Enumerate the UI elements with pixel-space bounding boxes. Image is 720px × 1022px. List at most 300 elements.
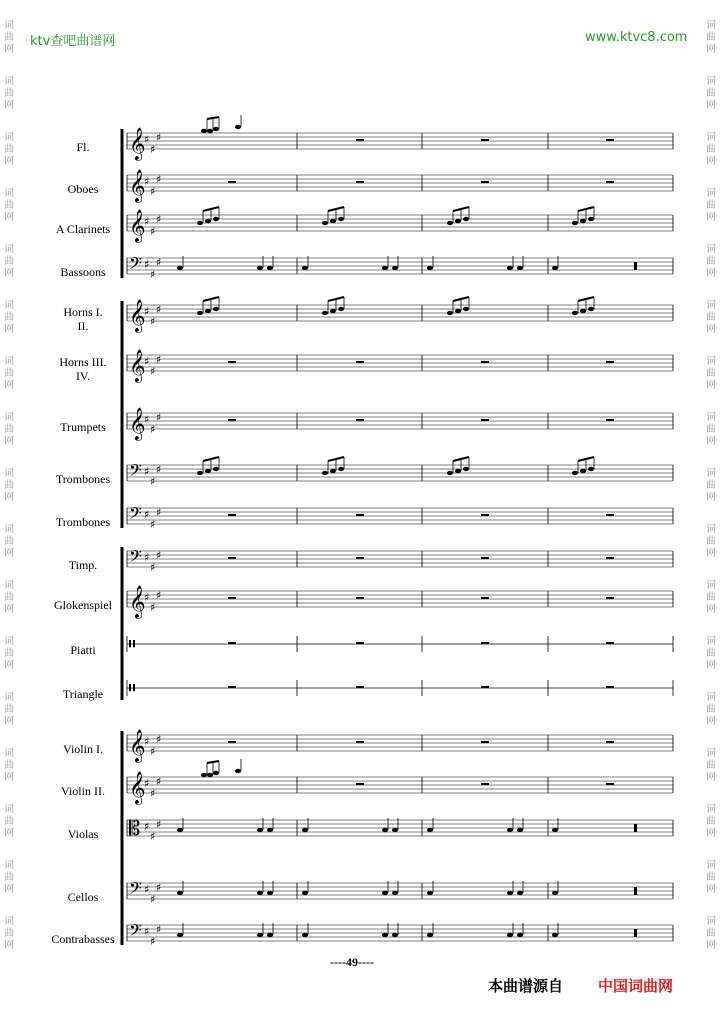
whole-rest bbox=[356, 181, 364, 183]
side-watermark-glyph: 网 bbox=[706, 604, 716, 615]
side-watermark-glyph: 词 bbox=[706, 580, 716, 591]
inner-voice-note bbox=[338, 307, 344, 311]
side-watermark-glyph: 词 bbox=[4, 804, 14, 815]
sharp-accidental: ♯ bbox=[150, 893, 156, 906]
inner-voice-note bbox=[588, 217, 594, 221]
melody-note bbox=[201, 773, 207, 777]
inner-voice-note bbox=[580, 219, 586, 223]
quarter-rest bbox=[634, 824, 637, 832]
clef-symbol: 𝄥 bbox=[129, 632, 135, 656]
clef-symbol: 𝄢 bbox=[129, 503, 142, 527]
whole-rest bbox=[228, 597, 236, 599]
side-watermark-glyph: 网 bbox=[706, 436, 716, 447]
sharp-accidental: ♯ bbox=[150, 561, 156, 574]
clef-symbol: 𝄞 bbox=[129, 169, 146, 202]
sharp-accidental: ♯ bbox=[144, 591, 150, 604]
sharp-accidental: ♯ bbox=[150, 787, 156, 800]
bass-note bbox=[552, 933, 558, 937]
side-watermark-glyph: 曲 bbox=[4, 200, 14, 211]
side-watermark-glyph: 曲 bbox=[4, 480, 14, 491]
side-watermark-glyph: 词 bbox=[4, 524, 14, 535]
inner-voice-note bbox=[197, 221, 203, 225]
side-watermark-glyph: 曲 bbox=[706, 32, 716, 43]
sharp-accidental: ♯ bbox=[156, 256, 162, 269]
quarter-rest bbox=[634, 887, 637, 895]
bass-note bbox=[177, 266, 183, 270]
side-watermark-glyph: 网 bbox=[4, 380, 14, 391]
whole-rest bbox=[228, 181, 236, 183]
instrument-label: Piatti bbox=[70, 643, 96, 657]
inner-voice-note bbox=[205, 219, 211, 223]
inner-voice-note bbox=[455, 309, 461, 313]
bass-note bbox=[427, 266, 433, 270]
bass-note bbox=[267, 828, 273, 832]
sharp-accidental: ♯ bbox=[156, 549, 162, 562]
sharp-accidental: ♯ bbox=[144, 355, 150, 368]
inner-voice-note bbox=[447, 311, 453, 315]
bass-note bbox=[177, 828, 183, 832]
inner-voice-note bbox=[322, 471, 328, 475]
side-watermark-glyph: 网 bbox=[4, 100, 14, 111]
side-watermark-glyph: 曲 bbox=[4, 592, 14, 603]
melody-note bbox=[207, 129, 213, 133]
whole-rest bbox=[356, 642, 364, 644]
sharp-accidental: ♯ bbox=[144, 777, 150, 790]
sharp-accidental: ♯ bbox=[156, 589, 162, 602]
side-watermark-glyph: 词 bbox=[4, 580, 14, 591]
inner-voice-note bbox=[447, 221, 453, 225]
instrument-label: Triangle bbox=[62, 687, 104, 701]
clef-symbol: 𝄢 bbox=[129, 253, 142, 277]
instrument-label: Horns I. II. bbox=[63, 305, 103, 333]
sharp-accidental: ♯ bbox=[150, 315, 156, 328]
side-watermark-glyph: 网 bbox=[4, 660, 14, 671]
instrument-label: A Clarinets bbox=[55, 222, 111, 236]
sharp-accidental: ♯ bbox=[156, 775, 162, 788]
side-watermark-glyph: 词 bbox=[4, 916, 14, 927]
whole-rest bbox=[606, 419, 614, 421]
sharp-accidental: ♯ bbox=[150, 518, 156, 531]
whole-rest bbox=[356, 686, 364, 688]
whole-rest bbox=[356, 597, 364, 599]
inner-voice-note bbox=[455, 469, 461, 473]
whole-rest bbox=[481, 361, 489, 363]
side-watermark-glyph: 曲 bbox=[4, 32, 14, 43]
whole-rest bbox=[481, 686, 489, 688]
melody-note bbox=[235, 125, 241, 129]
side-watermark-glyph: 词 bbox=[706, 20, 716, 31]
side-watermark-glyph: 词 bbox=[706, 692, 716, 703]
inner-voice-note bbox=[463, 217, 469, 221]
instrument-label: Violin II. bbox=[61, 784, 105, 798]
side-watermark-glyph: 词 bbox=[706, 804, 716, 815]
side-watermark-glyph: 曲 bbox=[706, 760, 716, 771]
melody-note bbox=[201, 129, 207, 133]
footer-site-name: 中国词曲网 bbox=[598, 977, 674, 995]
side-watermark-glyph: 网 bbox=[706, 772, 716, 783]
bass-note bbox=[382, 266, 388, 270]
bass-note bbox=[257, 933, 263, 937]
side-watermark-glyph: 曲 bbox=[706, 872, 716, 883]
sharp-accidental: ♯ bbox=[150, 143, 156, 156]
side-watermark-glyph: 网 bbox=[4, 324, 14, 335]
inner-voice-note bbox=[588, 467, 594, 471]
side-watermark-glyph: 网 bbox=[4, 884, 14, 895]
instrument-label: Horns III. IV. bbox=[59, 355, 107, 383]
sharp-accidental: ♯ bbox=[144, 305, 150, 318]
note-beam bbox=[207, 117, 219, 119]
sharp-accidental: ♯ bbox=[150, 225, 156, 238]
side-watermark-glyph: 网 bbox=[4, 44, 14, 55]
clef-symbol: 𝄞 bbox=[129, 299, 146, 332]
sharp-accidental: ♯ bbox=[150, 365, 156, 378]
whole-rest bbox=[228, 557, 236, 559]
sharp-accidental: ♯ bbox=[150, 935, 156, 948]
melody-note bbox=[213, 771, 219, 775]
bass-note bbox=[552, 828, 558, 832]
side-watermark-glyph: 词 bbox=[706, 300, 716, 311]
bass-note bbox=[267, 933, 273, 937]
side-watermark-glyph: 网 bbox=[4, 492, 14, 503]
side-watermark-glyph: 词 bbox=[706, 524, 716, 535]
sharp-accidental: ♯ bbox=[144, 735, 150, 748]
inner-voice-note bbox=[205, 309, 211, 313]
side-watermark-glyph: 曲 bbox=[4, 648, 14, 659]
sharp-accidental: ♯ bbox=[156, 923, 162, 936]
instrument-label: Violin I. bbox=[63, 742, 103, 756]
side-watermark-glyph: 曲 bbox=[706, 592, 716, 603]
inner-voice-note bbox=[330, 309, 336, 313]
inner-voice-note bbox=[580, 469, 586, 473]
header-site-url: www.ktvc8.com bbox=[585, 30, 688, 45]
whole-rest bbox=[356, 139, 364, 141]
whole-rest bbox=[356, 557, 364, 559]
side-watermark-glyph: 词 bbox=[4, 356, 14, 367]
sharp-accidental: ♯ bbox=[156, 131, 162, 144]
bass-note bbox=[382, 828, 388, 832]
sharp-accidental: ♯ bbox=[150, 475, 156, 488]
inner-voice-note bbox=[580, 309, 586, 313]
side-watermark-glyph: 词 bbox=[706, 132, 716, 143]
inner-voice-note bbox=[322, 221, 328, 225]
bass-note bbox=[507, 266, 513, 270]
side-watermark-glyph: 网 bbox=[706, 156, 716, 167]
bass-note bbox=[517, 933, 523, 937]
side-watermark-glyph: 词 bbox=[706, 860, 716, 871]
quarter-rest bbox=[634, 262, 637, 270]
side-watermark-glyph: 曲 bbox=[4, 928, 14, 939]
bass-note bbox=[427, 891, 433, 895]
instrument-label: Fl. bbox=[76, 140, 90, 154]
whole-rest bbox=[481, 642, 489, 644]
bass-note bbox=[257, 891, 263, 895]
whole-rest bbox=[606, 642, 614, 644]
side-watermark-glyph: 网 bbox=[706, 492, 716, 503]
side-watermark-glyph: 词 bbox=[4, 132, 14, 143]
whole-rest bbox=[356, 361, 364, 363]
clef-symbol: 𝄥 bbox=[129, 676, 135, 700]
footer-source-label: 本曲谱源自 bbox=[488, 977, 564, 995]
side-watermark-glyph: 词 bbox=[706, 244, 716, 255]
clef-symbol: 𝄢 bbox=[129, 460, 142, 484]
whole-rest bbox=[481, 514, 489, 516]
side-watermark-glyph: 词 bbox=[4, 412, 14, 423]
side-watermark-glyph: 网 bbox=[706, 660, 716, 671]
side-watermark-glyph: 网 bbox=[706, 828, 716, 839]
clef-symbol: 𝄞 bbox=[129, 349, 146, 382]
inner-voice-note bbox=[330, 469, 336, 473]
bass-note bbox=[257, 266, 263, 270]
whole-rest bbox=[228, 514, 236, 516]
bass-note bbox=[427, 933, 433, 937]
bass-note bbox=[302, 891, 308, 895]
clef-symbol: 𝄞 bbox=[129, 585, 146, 618]
whole-rest bbox=[606, 783, 614, 785]
sharp-accidental: ♯ bbox=[150, 745, 156, 758]
inner-voice-note bbox=[463, 467, 469, 471]
inner-voice-note bbox=[330, 219, 336, 223]
bass-note bbox=[392, 266, 398, 270]
side-watermark-glyph: 网 bbox=[4, 548, 14, 559]
sharp-accidental: ♯ bbox=[144, 215, 150, 228]
side-watermark-glyph: 曲 bbox=[4, 816, 14, 827]
whole-rest bbox=[606, 597, 614, 599]
side-watermark-glyph: 词 bbox=[706, 468, 716, 479]
side-watermark-glyph: 曲 bbox=[706, 200, 716, 211]
sharp-accidental: ♯ bbox=[150, 423, 156, 436]
instrument-label: Violas bbox=[67, 827, 99, 841]
whole-rest bbox=[606, 741, 614, 743]
sharp-accidental: ♯ bbox=[144, 258, 150, 271]
side-watermark-glyph: 曲 bbox=[706, 480, 716, 491]
inner-voice-note bbox=[205, 469, 211, 473]
sharp-accidental: ♯ bbox=[144, 465, 150, 478]
side-watermark-glyph: 词 bbox=[706, 636, 716, 647]
inner-voice-note bbox=[213, 307, 219, 311]
bass-note bbox=[507, 933, 513, 937]
side-watermark-glyph: 曲 bbox=[4, 704, 14, 715]
sharp-accidental: ♯ bbox=[156, 213, 162, 226]
clef-symbol: 𝄡 bbox=[129, 816, 141, 840]
inner-voice-note bbox=[213, 467, 219, 471]
side-watermark-glyph: 曲 bbox=[706, 256, 716, 267]
inner-voice-note bbox=[455, 219, 461, 223]
side-watermark-glyph: 曲 bbox=[706, 424, 716, 435]
sharp-accidental: ♯ bbox=[150, 601, 156, 614]
side-watermark-glyph: 词 bbox=[706, 916, 716, 927]
clef-symbol: 𝄞 bbox=[129, 407, 146, 440]
whole-rest bbox=[228, 419, 236, 421]
side-watermark-glyph: 网 bbox=[706, 324, 716, 335]
side-watermark-glyph: 网 bbox=[706, 212, 716, 223]
side-watermark-glyph: 词 bbox=[706, 412, 716, 423]
bass-note bbox=[382, 891, 388, 895]
whole-rest bbox=[228, 686, 236, 688]
instrument-label: Bassoons bbox=[60, 265, 106, 279]
bass-note bbox=[267, 266, 273, 270]
quarter-rest bbox=[634, 929, 637, 937]
side-watermark-glyph: 网 bbox=[706, 716, 716, 727]
side-watermark-glyph: 曲 bbox=[4, 256, 14, 267]
inner-voice-note bbox=[338, 217, 344, 221]
side-watermark-glyph: 词 bbox=[4, 636, 14, 647]
note-beam bbox=[207, 761, 219, 763]
inner-voice-note bbox=[572, 311, 578, 315]
instrument-label: Timp. bbox=[68, 558, 98, 572]
clef-symbol: 𝄞 bbox=[129, 729, 146, 762]
whole-rest bbox=[356, 419, 364, 421]
bass-note bbox=[257, 828, 263, 832]
side-watermark-glyph: 曲 bbox=[4, 424, 14, 435]
side-watermark-glyph: 网 bbox=[4, 772, 14, 783]
instrument-label: Contrabasses bbox=[51, 932, 115, 946]
side-watermark-glyph: 网 bbox=[706, 44, 716, 55]
clef-symbol: 𝄞 bbox=[129, 127, 146, 160]
inner-voice-note bbox=[197, 471, 203, 475]
side-watermark-glyph: 词 bbox=[4, 20, 14, 31]
side-watermark-glyph: 网 bbox=[4, 604, 14, 615]
instrument-label: Trumpets bbox=[60, 420, 106, 434]
bass-note bbox=[552, 266, 558, 270]
sharp-accidental: ♯ bbox=[144, 551, 150, 564]
side-watermark-glyph: 网 bbox=[4, 716, 14, 727]
bass-note bbox=[392, 933, 398, 937]
sharp-accidental: ♯ bbox=[156, 881, 162, 894]
instrument-label: Trombones bbox=[55, 515, 111, 529]
sharp-accidental: ♯ bbox=[144, 883, 150, 896]
whole-rest bbox=[606, 686, 614, 688]
side-watermark-glyph: 曲 bbox=[706, 536, 716, 547]
inner-voice-note bbox=[197, 311, 203, 315]
bass-note bbox=[507, 828, 513, 832]
side-watermark-glyph: 曲 bbox=[4, 872, 14, 883]
side-watermark-glyph: 网 bbox=[4, 940, 14, 951]
sharp-accidental: ♯ bbox=[156, 818, 162, 831]
side-watermark-glyph: 网 bbox=[706, 100, 716, 111]
side-watermark-glyph: 曲 bbox=[4, 536, 14, 547]
sharp-accidental: ♯ bbox=[144, 133, 150, 146]
sharp-accidental: ♯ bbox=[144, 508, 150, 521]
side-watermark-glyph: 词 bbox=[706, 76, 716, 87]
inner-voice-note bbox=[322, 311, 328, 315]
whole-rest bbox=[228, 361, 236, 363]
side-watermark-glyph: 词 bbox=[4, 748, 14, 759]
sharp-accidental: ♯ bbox=[156, 173, 162, 186]
side-watermark-glyph: 词 bbox=[4, 244, 14, 255]
whole-rest bbox=[606, 139, 614, 141]
sharp-accidental: ♯ bbox=[156, 303, 162, 316]
clef-symbol: 𝄞 bbox=[129, 209, 146, 242]
side-watermark-glyph: 曲 bbox=[4, 368, 14, 379]
side-watermark-glyph: 网 bbox=[706, 380, 716, 391]
sharp-accidental: ♯ bbox=[150, 185, 156, 198]
whole-rest bbox=[481, 741, 489, 743]
inner-voice-note bbox=[572, 471, 578, 475]
side-watermark-glyph: 词 bbox=[4, 188, 14, 199]
instrument-label: Cellos bbox=[67, 890, 99, 904]
side-watermark-glyph: 词 bbox=[4, 692, 14, 703]
clef-symbol: 𝄢 bbox=[129, 878, 142, 902]
side-watermark-glyph: 曲 bbox=[706, 88, 716, 99]
bass-note bbox=[517, 266, 523, 270]
inner-voice-note bbox=[338, 467, 344, 471]
bass-note bbox=[517, 891, 523, 895]
inner-voice-note bbox=[463, 307, 469, 311]
whole-rest bbox=[356, 783, 364, 785]
bass-note bbox=[427, 828, 433, 832]
bass-note bbox=[177, 891, 183, 895]
whole-rest bbox=[606, 361, 614, 363]
whole-rest bbox=[481, 557, 489, 559]
side-watermark-glyph: 网 bbox=[4, 436, 14, 447]
whole-rest bbox=[606, 557, 614, 559]
side-watermark-glyph: 曲 bbox=[706, 928, 716, 939]
bass-note bbox=[517, 828, 523, 832]
side-watermark-glyph: 词 bbox=[4, 468, 14, 479]
sharp-accidental: ♯ bbox=[150, 830, 156, 843]
side-watermark-glyph: 网 bbox=[706, 940, 716, 951]
bass-note bbox=[302, 266, 308, 270]
clef-symbol: 𝄢 bbox=[129, 920, 142, 944]
whole-rest bbox=[481, 139, 489, 141]
side-watermark-glyph: 曲 bbox=[706, 704, 716, 715]
whole-rest bbox=[481, 419, 489, 421]
side-watermark-glyph: 网 bbox=[4, 156, 14, 167]
side-watermark-glyph: 网 bbox=[4, 212, 14, 223]
instrument-label: Trombones bbox=[55, 472, 111, 486]
inner-voice-note bbox=[213, 217, 219, 221]
side-watermark-glyph: 网 bbox=[4, 268, 14, 279]
melody-note bbox=[207, 773, 213, 777]
side-watermark-glyph: 网 bbox=[706, 548, 716, 559]
sharp-accidental: ♯ bbox=[144, 175, 150, 188]
page-number: ----49---- bbox=[330, 955, 374, 969]
side-watermark-glyph: 词 bbox=[706, 188, 716, 199]
side-watermark-glyph: 曲 bbox=[706, 312, 716, 323]
side-watermark-glyph: 词 bbox=[706, 356, 716, 367]
sharp-accidental: ♯ bbox=[156, 411, 162, 424]
bass-note bbox=[177, 933, 183, 937]
side-watermark-glyph: 曲 bbox=[4, 88, 14, 99]
bass-note bbox=[552, 891, 558, 895]
sharp-accidental: ♯ bbox=[156, 506, 162, 519]
sharp-accidental: ♯ bbox=[144, 925, 150, 938]
bass-note bbox=[392, 828, 398, 832]
bass-note bbox=[392, 891, 398, 895]
sharp-accidental: ♯ bbox=[156, 733, 162, 746]
sharp-accidental: ♯ bbox=[150, 268, 156, 281]
bass-note bbox=[302, 933, 308, 937]
clef-symbol: 𝄢 bbox=[129, 546, 142, 570]
instrument-label: Glokenspiel bbox=[54, 598, 112, 612]
side-watermark-glyph: 网 bbox=[706, 268, 716, 279]
whole-rest bbox=[606, 514, 614, 516]
side-watermark-glyph: 曲 bbox=[4, 144, 14, 155]
sharp-accidental: ♯ bbox=[144, 820, 150, 833]
whole-rest bbox=[356, 741, 364, 743]
whole-rest bbox=[228, 741, 236, 743]
inner-voice-note bbox=[588, 307, 594, 311]
whole-rest bbox=[481, 597, 489, 599]
melody-note bbox=[235, 769, 241, 773]
whole-rest bbox=[228, 642, 236, 644]
sharp-accidental: ♯ bbox=[144, 413, 150, 426]
clef-symbol: 𝄞 bbox=[129, 771, 146, 804]
side-watermark-glyph: 词 bbox=[706, 748, 716, 759]
side-watermark-glyph: 词 bbox=[4, 860, 14, 871]
side-watermark-glyph: 曲 bbox=[706, 144, 716, 155]
side-watermark-glyph: 词 bbox=[4, 76, 14, 87]
